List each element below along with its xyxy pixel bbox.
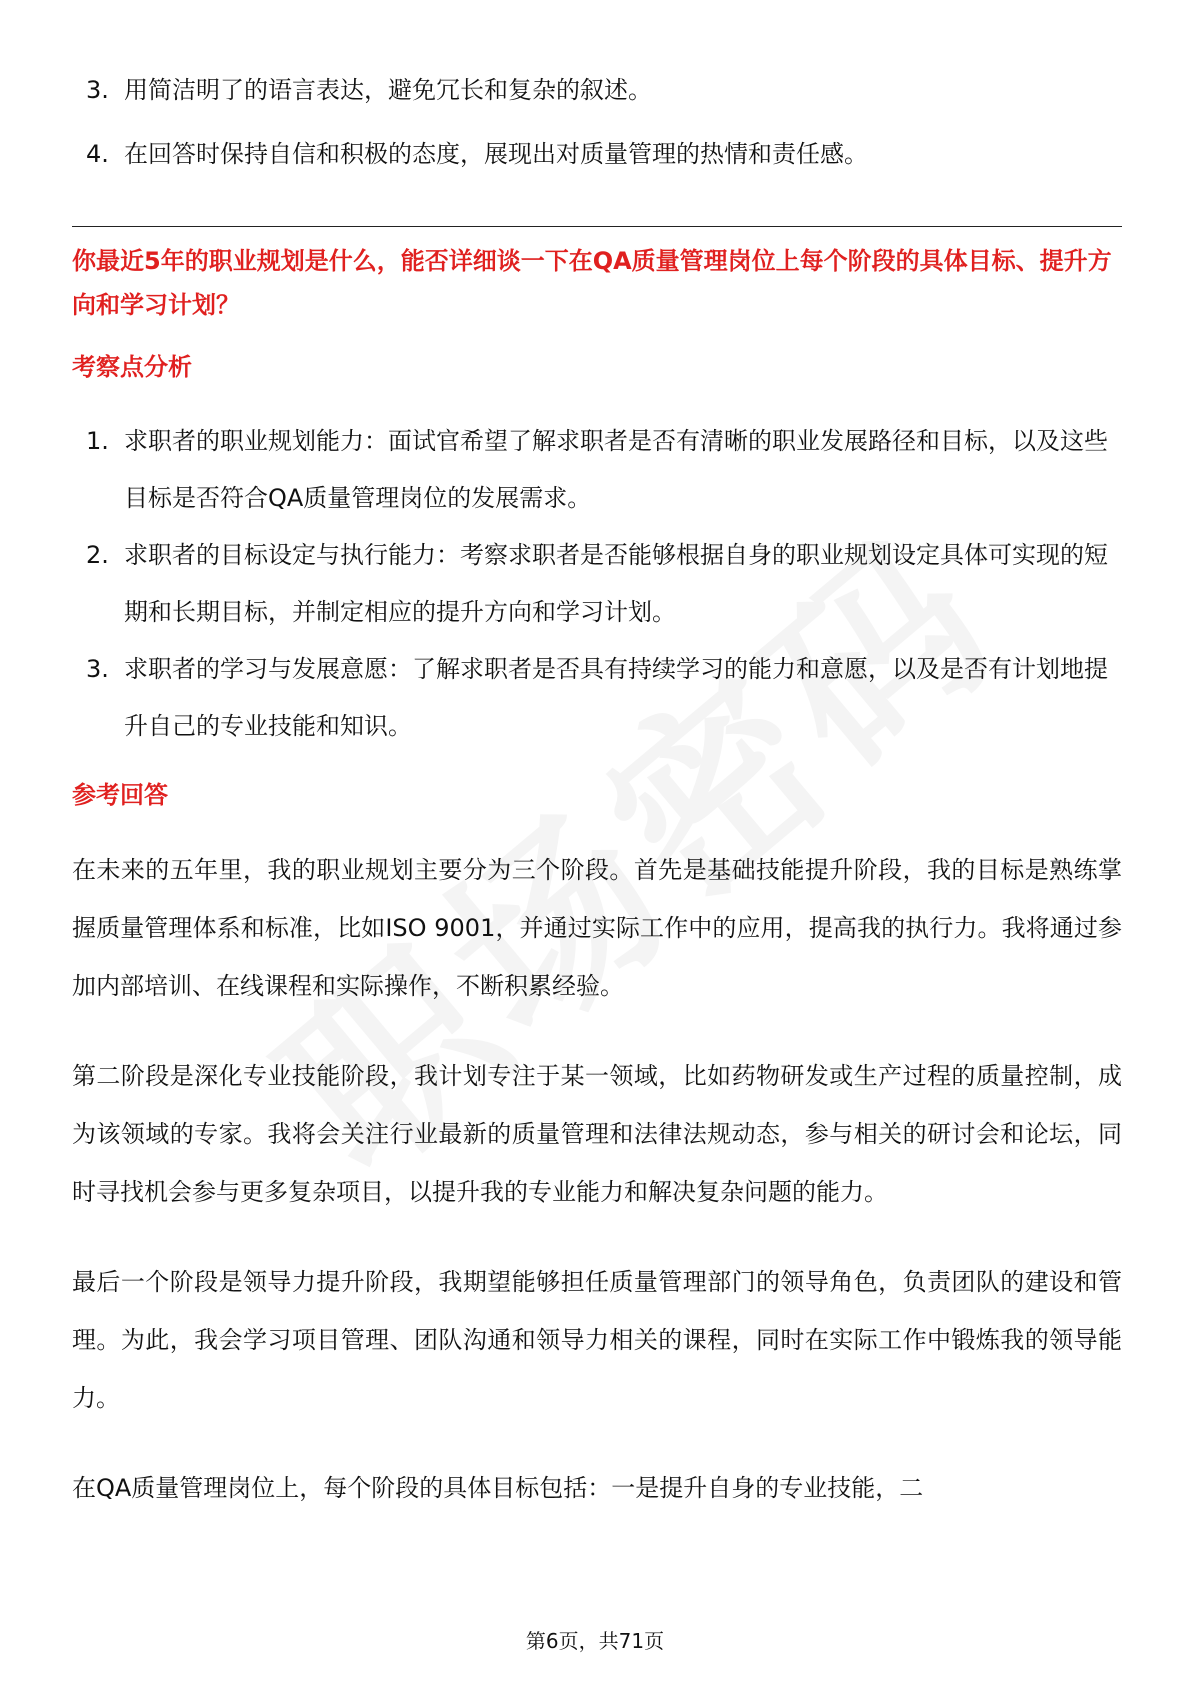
section-divider: [72, 226, 1122, 227]
list-item-number: 4.: [86, 140, 109, 168]
list-item: [72, 413, 1122, 527]
list-item-number: 3.: [86, 655, 109, 683]
answer-paragraph: 第二阶段是深化专业技能阶段，我计划专注于某一领域，比如药物研发或生产过程的质量控制，成为该领域的专家。我将会关注行业最新的质量管理和法律法规动态，参与相关的研讨会和论坛，同时寻找机会参与更多复杂项目，以提升我的专业能力和解决复杂问题的能力。: [72, 1062, 1122, 1206]
list-item: [72, 122, 1122, 186]
document-page: [72, 58, 1122, 1549]
list-item-text: 求职者的学习与发展意愿：了解求职者是否具有持续学习的能力和意愿，以及是否有计划地提升自己的专业技能和知识。: [124, 655, 1108, 740]
answer-paragraph: 在QA质量管理岗位上，每个阶段的具体目标包括：一是提升自身的专业技能，二: [72, 1474, 924, 1502]
answer-title: 参考回答: [72, 781, 168, 809]
answer-paragraph: 在未来的五年里，我的职业规划主要分为三个阶段。首先是基础技能提升阶段，我的目标是熟练掌握质量管理体系和标准，比如ISO 9001，并通过实际工作中的应用，提高我的执行力。我将通过参加内部培训、在线课程和实际操作，不断积累经验。: [72, 856, 1122, 1000]
interview-question: 你最近5年的职业规划是什么，能否详细谈一下在QA质量管理岗位上每个阶段的具体目标、提升方向和学习计划？: [72, 247, 1112, 319]
list-item-text: 在回答时保持自信和积极的态度，展现出对质量管理的热情和责任感。: [124, 140, 868, 168]
list-item: [72, 641, 1122, 755]
list-item-text: 求职者的目标设定与执行能力：考察求职者是否能够根据自身的职业规划设定具体可实现的短期和长期目标，并制定相应的提升方向和学习计划。: [124, 541, 1108, 626]
analysis-title: 考察点分析: [72, 353, 192, 381]
answer-paragraph: 最后一个阶段是领导力提升阶段，我期望能够担任质量管理部门的领导角色，负责团队的建设和管理。为此，我会学习项目管理、团队沟通和领导力相关的课程，同时在实际工作中锻炼我的领导能力。: [72, 1268, 1122, 1412]
list-item-number: 2.: [86, 541, 109, 569]
list-item-text: 用简洁明了的语言表达，避免冗长和复杂的叙述。: [124, 76, 652, 104]
list-item-text: 求职者的职业规划能力：面试官希望了解求职者是否有清晰的职业发展路径和目标，以及这些目标是否符合QA质量管理岗位的发展需求。: [124, 427, 1108, 512]
list-item-number: 3.: [86, 76, 109, 104]
list-item: [72, 58, 1122, 122]
list-item-number: 1.: [86, 427, 109, 455]
analysis-list: [72, 413, 1122, 755]
list-item: [72, 527, 1122, 641]
top-tips-list: [72, 58, 1122, 186]
page-number: 第6页，共71页: [525, 1629, 665, 1653]
